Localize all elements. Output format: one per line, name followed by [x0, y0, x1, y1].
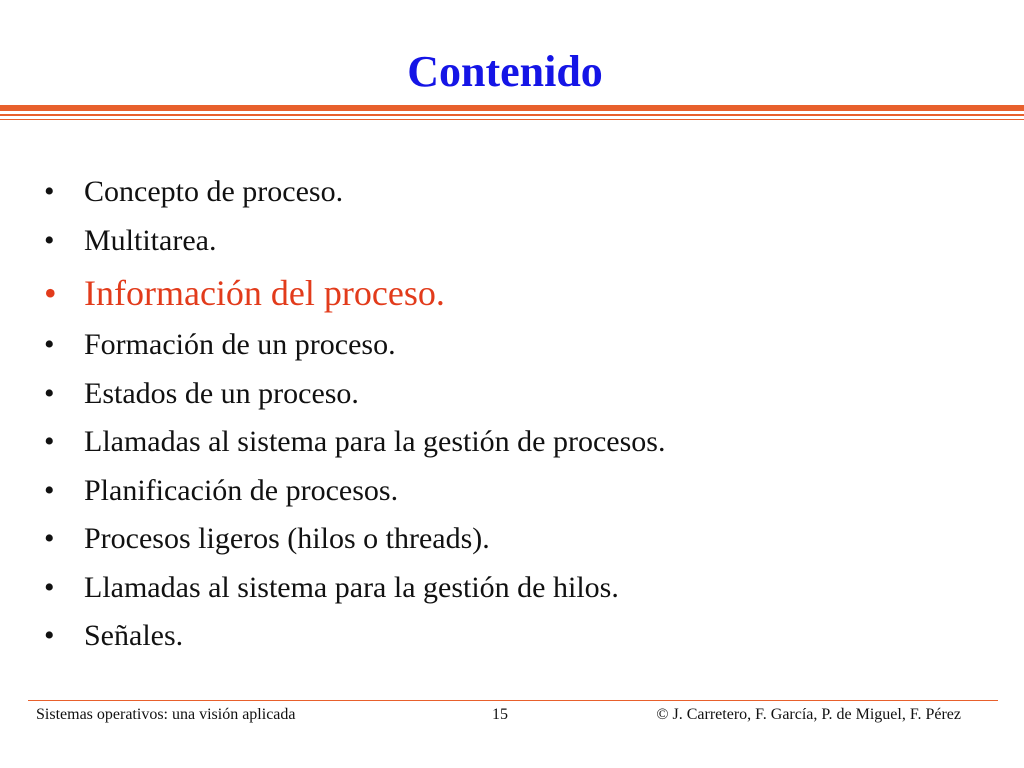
bullet-icon: •	[44, 522, 55, 555]
bullet-icon: •	[44, 273, 57, 313]
list-item-text: Información del proceso.	[84, 273, 445, 313]
footer-copyright: © J. Carretero, F. García, P. de Miguel, F. Pérez	[656, 706, 961, 723]
bullet-icon: •	[44, 175, 55, 208]
list-item-text: Señales.	[84, 619, 184, 652]
title-underline-thin	[0, 114, 1024, 116]
bullet-icon: •	[44, 570, 55, 604]
bullet-icon: •	[44, 473, 55, 507]
bullet-icon: •	[44, 619, 55, 652]
title-underline-hairline	[0, 119, 1024, 120]
list-item-text: Multitarea.	[84, 223, 217, 257]
bullet-icon: •	[44, 376, 55, 410]
list-item-text: Llamadas al sistema para la gestión de hilos.	[84, 570, 619, 604]
footer-page-number: 15	[492, 706, 508, 723]
list-item-text: Planificación de procesos.	[84, 473, 399, 507]
list-item-text: Estados de un proceso.	[84, 376, 359, 410]
footer-book-title: Sistemas operativos: una visión aplicada	[36, 706, 296, 723]
list-item-text: Llamadas al sistema para la gestión de procesos.	[84, 425, 666, 458]
bullet-icon: •	[44, 425, 55, 458]
title-underline-thick	[0, 105, 1024, 111]
bullet-icon: •	[44, 223, 55, 257]
list-item-text: Formación de un proceso.	[84, 328, 396, 361]
bullet-icon: •	[44, 328, 55, 361]
slide-title: Contenido	[407, 47, 603, 96]
list-item-text: Concepto de proceso.	[84, 175, 344, 208]
footer-divider	[28, 700, 998, 701]
list-item-text: Procesos ligeros (hilos o threads).	[84, 522, 490, 555]
